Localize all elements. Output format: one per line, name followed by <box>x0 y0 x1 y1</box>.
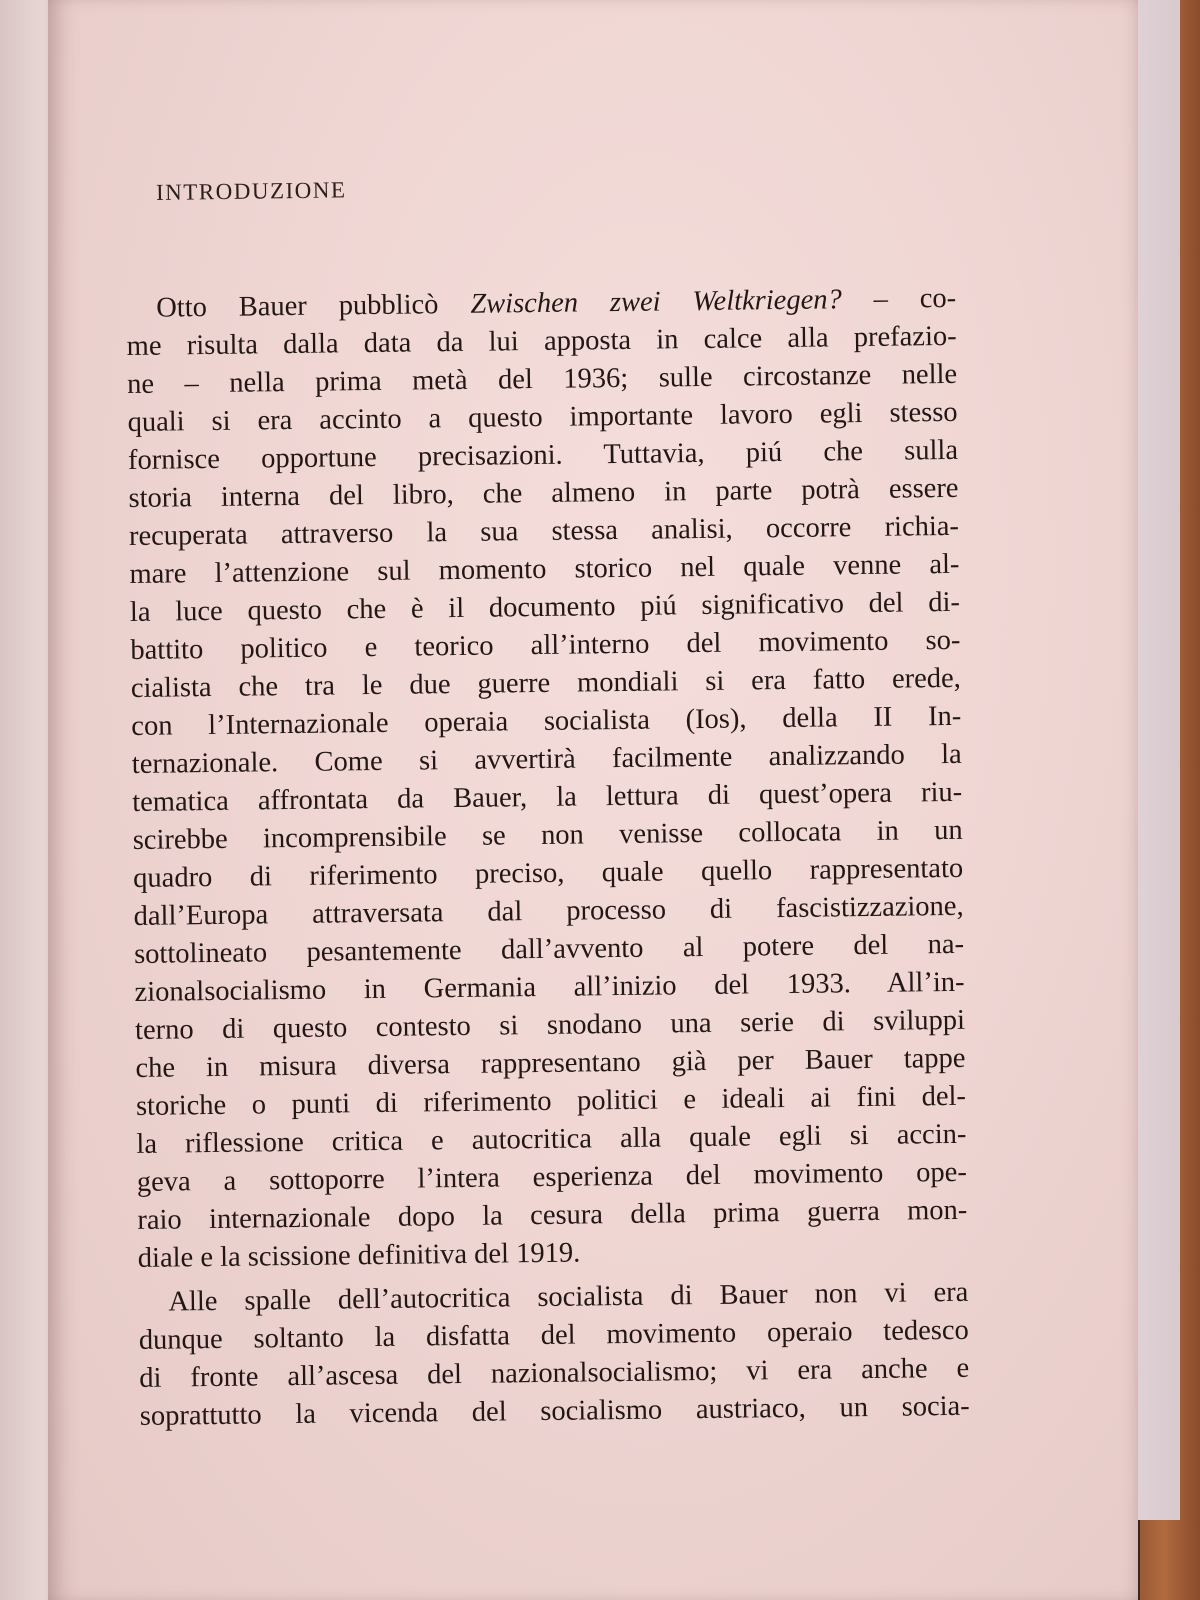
text-line: che in misura diversa rappresentano già per Bauer tappe <box>135 1042 966 1084</box>
text-line: quali si era accinto a questo importante lavoro egli stesso <box>127 396 958 438</box>
body-text <box>126 280 970 1436</box>
text-line: ne – nella prima metà del 1936; sulle circostanze nelle <box>126 358 958 400</box>
text-line: raio internazionale dopo la cesura della prima guerra mon- <box>137 1194 968 1236</box>
text-line: scirebbe incomprensibile se non venisse collocata in un <box>132 814 963 856</box>
text-line: tematica affrontata da Bauer, la lettura di quest’opera riu- <box>132 776 963 818</box>
text-line: terno di questo contesto si snodano una serie di sviluppi <box>134 1004 966 1046</box>
text-line: dunque soltanto la disfatta del movimento operaio tedesco <box>138 1314 969 1356</box>
text-line: storiche o punti di riferimento politici e ideali ai fini del- <box>135 1080 967 1122</box>
text-line: la riflessione critica e autocritica alla quale egli si accin- <box>136 1118 967 1160</box>
text-line: geva a sottoporre l’intera esperienza del movimento ope- <box>136 1156 968 1198</box>
text-line: storia interna del libro, che almeno in parte potrà essere <box>128 472 959 514</box>
text-line: con l’Internazionale operaia socialista (Ios), della II In- <box>131 700 962 742</box>
text-line: fornisce opportune precisazioni. Tuttavia, piú che sulla <box>127 434 959 476</box>
text-line: zionalsocialismo in Germania all’inizio del 1933. All’in- <box>134 966 965 1008</box>
text-line: dall’Europa attraversata dal processo di fascistizzazione, <box>133 890 964 932</box>
text-line: cialista che tra le due guerre mondiali si era fatto erede, <box>130 662 961 704</box>
text-line: recuperata attraverso la sua stessa analisi, occorre richia- <box>128 510 960 552</box>
text-line: diale e la scissione definitiva del 1919. <box>137 1237 581 1274</box>
text-line: Otto Bauer pubblicò Zwischen zwei Weltkriegen? – co- <box>156 282 957 324</box>
text-line: mare l’attenzione sul momento storico nel quale venne al- <box>129 548 960 590</box>
show-through-text <box>768 20 1128 280</box>
text-line: soprattutto la vicenda del socialismo austriaco, un socia- <box>139 1390 970 1432</box>
text-line: la luce questo che è il documento piú significativo del di- <box>129 586 961 628</box>
text-line: ternazionale. Come si avvertirà facilmente analizzando la <box>131 738 962 780</box>
text-line: quadro di riferimento preciso, quale quello rappresentato <box>133 852 964 894</box>
text-line: Alle spalle dell’autocritica socialista di Bauer non vi era <box>168 1276 969 1318</box>
text-line: di fronte all’ascesa del nazionalsocialismo; vi era anche e <box>139 1352 970 1394</box>
book-title: Zwischen zwei Weltkriegen? <box>470 284 842 320</box>
book-page <box>48 0 1138 1600</box>
text-line: battito politico e teorico all’interno del movimento so- <box>130 624 961 666</box>
text-line: sottolineato pesantemente dall’avvento al potere del na- <box>133 928 965 970</box>
text-line: me risulta dalla data da lui apposta in calce alla prefazio- <box>126 320 957 362</box>
chapter-heading: INTRODUZIONE <box>155 177 347 205</box>
